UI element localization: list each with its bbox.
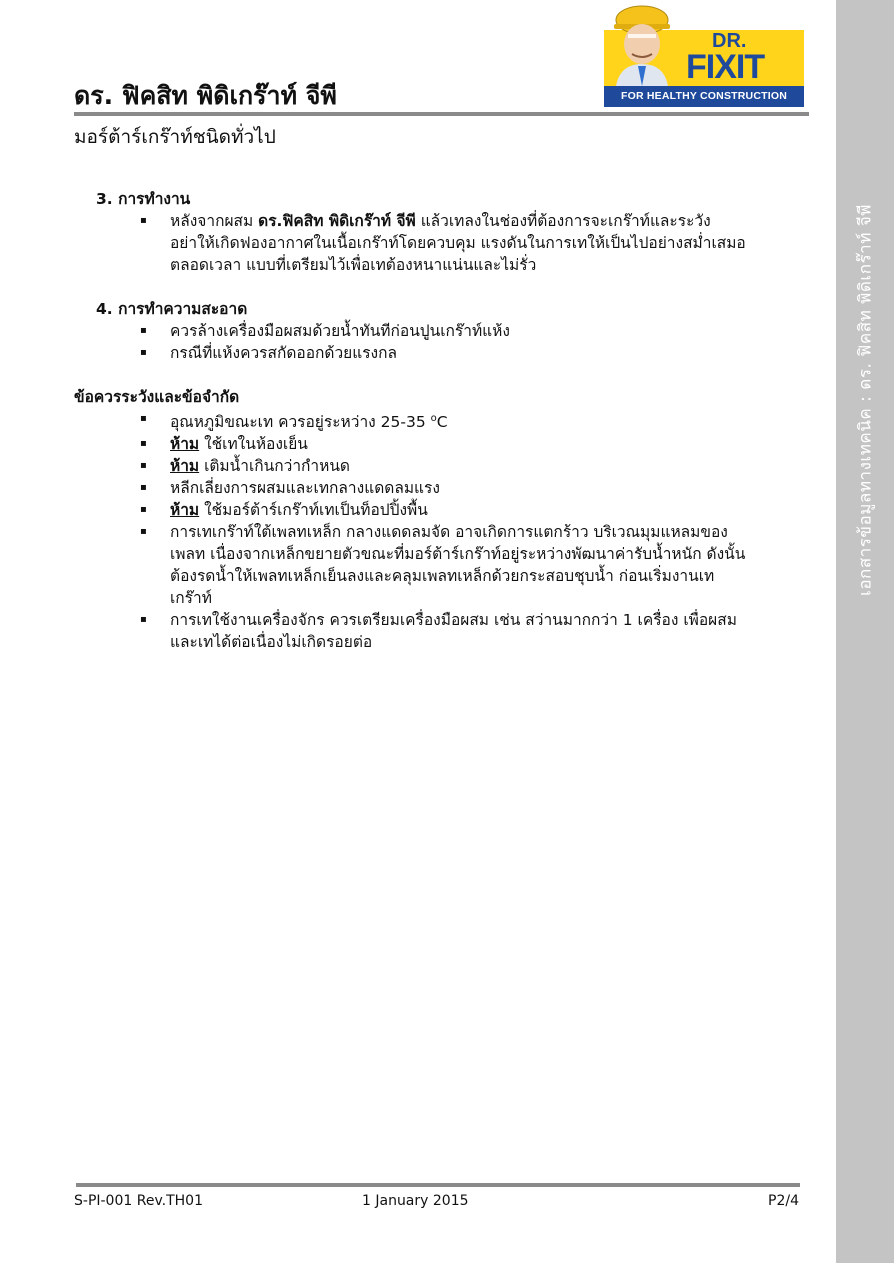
logo-dr: DR. — [712, 30, 747, 52]
bullet-icon: ▪ — [140, 325, 147, 336]
bullet-icon: ▪ — [140, 482, 147, 494]
bullet-icon: ▪ — [140, 614, 147, 626]
cautions-list — [74, 408, 814, 653]
prohibit-word: ห้าม — [170, 457, 200, 476]
temp-unit: C — [436, 413, 448, 432]
page-title: ดร. ฟิคสิท พิดิเกร๊าท์ จีพี — [74, 81, 337, 110]
list-item — [74, 433, 814, 455]
work-item-product: ดร.ฟิคสิท พิดิเกร๊าท์ จีพี — [258, 212, 416, 230]
list-item — [74, 342, 814, 364]
footer-page-number: P2/4 — [768, 1193, 799, 1209]
list-item — [74, 609, 814, 653]
prohibit-word: ห้าม — [170, 435, 200, 454]
temp-degree: o — [430, 413, 437, 424]
side-label: เอกสารข้อมูลทางเทคนิค : ดร. ฟิคสิท พิดิเกร๊าท์ จีพี — [855, 204, 876, 596]
work-item-pre: หลังจากผสม — [170, 212, 259, 230]
bullet-icon: ▪ — [140, 413, 147, 424]
footer-date: 1 January 2015 — [362, 1193, 469, 1209]
plate-line: ต้องรดน้ำให้เพลทเหล็กเย็นลงและคลุมเพลทเหล็กด้วยกระสอบชุบน้ำ ก่อนเริ่มงานเท — [170, 567, 715, 586]
header-rule — [74, 112, 809, 116]
logo-fixit: FIXIT — [686, 48, 765, 86]
section-cleaning-heading: 4. การทำความสะอาด — [96, 300, 248, 318]
logo-tagline: FOR HEALTHY CONSTRUCTION — [621, 90, 787, 102]
bullet-icon: ▪ — [140, 347, 147, 358]
plate-line: การเทเกร๊าท์ใต้เพลทเหล็ก กลางแดดลมจัด อาจเกิดการแตกร้าว บริเวณมุมแหลมของ — [170, 523, 728, 542]
section-work-heading: 3. การทำงาน — [96, 190, 191, 208]
cleaning-list — [74, 320, 814, 364]
bullet-icon: ▪ — [140, 438, 147, 450]
work-item-line3: ตลอดเวลา แบบที่เตรียมไว้เพื่อเทต้องหนาแน่นและไม่รั่ว — [170, 256, 537, 274]
work-item-line2: อย่าให้เกิดฟองอากาศในเนื้อเกร๊าท์โดยควบคุม แรงดันในการเทให้เป็นไปอย่างสม่ำเสมอ — [170, 234, 746, 252]
page-subtitle: มอร์ต้าร์เกร๊าท์ชนิดทั่วไป — [74, 126, 276, 148]
cleaning-item: กรณีที่แห้งควรสกัดออกด้วยแรงกล — [170, 344, 398, 362]
brand-logo — [604, 2, 804, 106]
list-item — [74, 320, 814, 342]
list-item — [74, 521, 814, 609]
side-band — [836, 0, 894, 1263]
footer-rule — [76, 1183, 800, 1187]
section-cautions-heading: ข้อควรระวังและข้อจำกัด — [74, 388, 240, 406]
document-body — [74, 188, 814, 653]
machine-line: และเทได้ต่อเนื่องไม่เกิดรอยต่อ — [170, 633, 373, 652]
list-item — [74, 477, 814, 499]
mascot-icon — [606, 2, 678, 86]
prohibit-text: ใช้เทในห้องเย็น — [199, 435, 308, 454]
plate-line: เพลท เนื่องจากเหล็กขยายตัวขณะที่มอร์ต้าร์เกร๊าท์อยู่ระหว่างพัฒนาค่ารับน้ำหนัก ดังนั้น — [170, 545, 746, 564]
bullet-icon: ▪ — [140, 215, 147, 226]
list-item — [74, 455, 814, 477]
bullet-icon: ▪ — [140, 504, 147, 516]
footer-doc-code: S-PI-001 Rev.TH01 — [74, 1193, 203, 1209]
list-item — [74, 210, 814, 276]
machine-line: การเทใช้งานเครื่องจักร ควรเตรียมเครื่องมือผสม เช่น สว่านมากกว่า 1 เครื่อง เพื่อผสม — [170, 611, 737, 630]
prohibit-text: เติมน้ำเกินกว่ากำหนด — [199, 457, 350, 476]
list-item — [74, 408, 814, 433]
prohibit-word: ห้าม — [170, 501, 200, 520]
temp-text: อุณหภูมิขณะเท ควรอยู่ระหว่าง 25-35 — [170, 413, 431, 432]
work-item-line1: แล้วเทลงในช่องที่ต้องการจะเกร๊าท์และระวัง — [415, 212, 711, 230]
bullet-icon: ▪ — [140, 460, 147, 472]
bullet-icon: ▪ — [140, 526, 147, 538]
cleaning-item: ควรล้างเครื่องมือผสมด้วยน้ำทันทีก่อนปูนเกร๊าท์แห้ง — [170, 322, 510, 340]
work-list — [74, 210, 814, 276]
plate-line: เกร๊าท์ — [170, 589, 212, 608]
avoid-text: หลีกเลี่ยงการผสมและเทกลางแดดลมแรง — [170, 479, 440, 498]
prohibit-text: ใช้มอร์ต้าร์เกร๊าท์เทเป็นท็อปปิ้งพื้น — [199, 501, 428, 520]
list-item — [74, 499, 814, 521]
